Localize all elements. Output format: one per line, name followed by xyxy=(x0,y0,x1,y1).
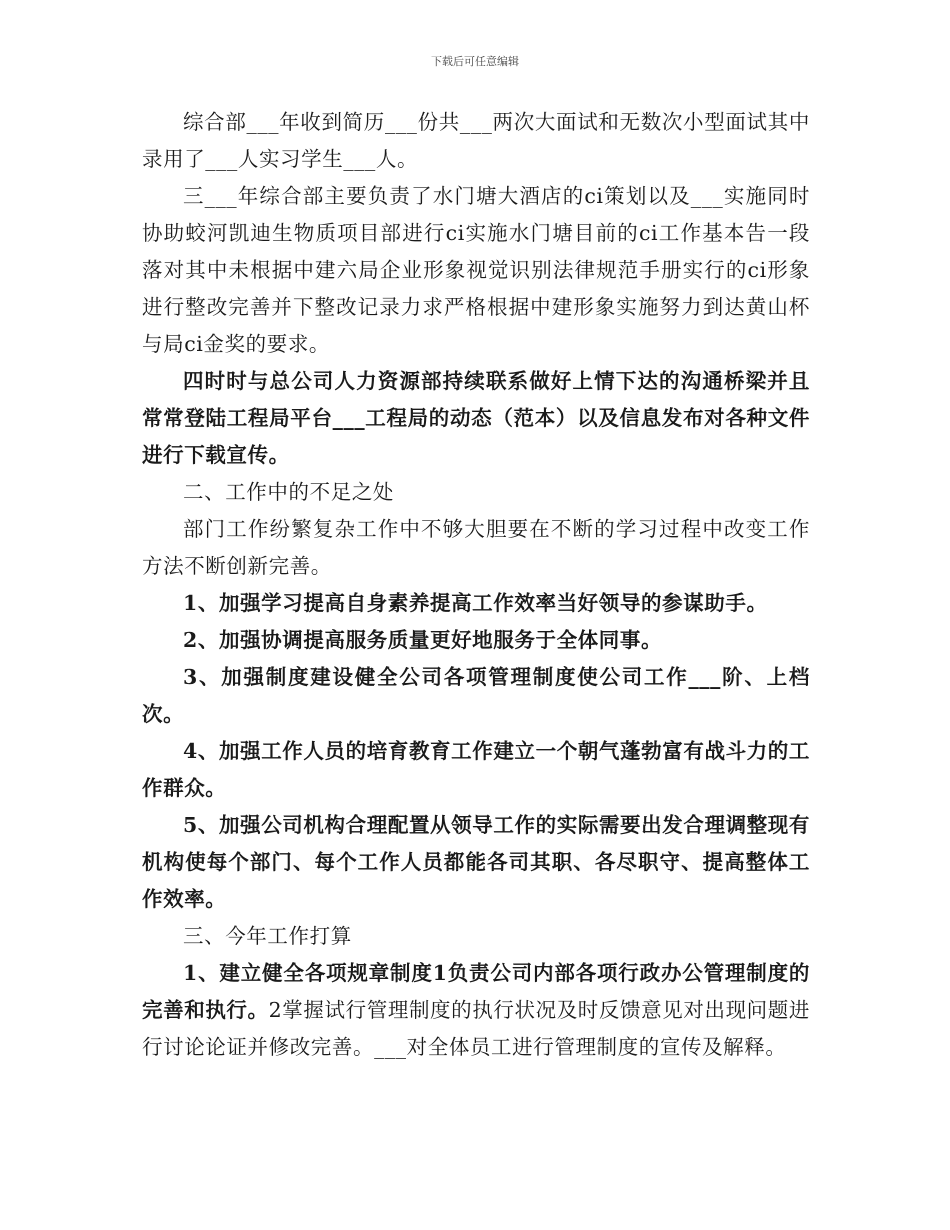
list-item-5: 5、加强公司机构合理配置从领导工作的实际需要出发合理调整现有机构使每个部门、每个工作人员都能各司其职、各尽职守、提高整体工作效率。 xyxy=(142,813,810,911)
paragraph-last xyxy=(142,955,810,1066)
page-header-note: 下载后可任意编辑 xyxy=(431,55,519,68)
list-item-3: 3、加强制度建设健全公司各项管理制度使公司工作___阶、上档次。 xyxy=(142,665,810,726)
paragraph-3: 四时时与总公司人力资源部持续联系做好上情下达的沟通桥梁并且常常登陆工程局平台___工程局的动态（范本）以及信息发布对各种文件进行下载宣传。 xyxy=(142,369,810,467)
paragraph-last-normal: 2掌握试行管理制度的执行状况及时反馈意见对出现问题进行讨论论证并修改完善。___对全体员工进行管理制度的宣传及解释。 xyxy=(142,998,810,1059)
section-heading-3: 三、今年工作打算 xyxy=(183,924,352,948)
paragraph-last-bold: 1、建立健全各项规章制度1负责公司内部各项行政办公管理制度的完善和执行。 xyxy=(142,961,810,1022)
list-item-2: 2、加强协调提高服务质量更好地服务于全体同事。 xyxy=(183,628,663,652)
list-item-1: 1、加强学习提高自身素养提高工作效率当好领导的参谋助手。 xyxy=(183,591,768,615)
paragraph-4: 部门工作纷繁复杂工作中不够大胆要在不断的学习过程中改变工作方法不断创新完善。 xyxy=(142,517,810,578)
document-body xyxy=(142,104,810,1066)
paragraph-2: 三___年综合部主要负责了水门塘大酒店的ci策划以及___实施同时协助蛟河凯迪生物质项目部进行ci实施水门塘目前的ci工作基本告一段落对其中未根据中建六局企业形象视觉识别法律规范手册实行的ci形象进行整改完善并下整改记录力求严格根据中建形象实施努力到达黄山杯与局ci金奖的要求。 xyxy=(142,184,810,356)
section-heading-2: 二、工作中的不足之处 xyxy=(183,480,394,504)
list-item-4: 4、加强工作人员的培育教育工作建立一个朝气蓬勃富有战斗力的工作群众。 xyxy=(142,739,810,800)
paragraph-1: 综合部___年收到简历___份共___两次大面试和无数次小型面试其中录用了___人实习学生___人。 xyxy=(142,110,810,171)
